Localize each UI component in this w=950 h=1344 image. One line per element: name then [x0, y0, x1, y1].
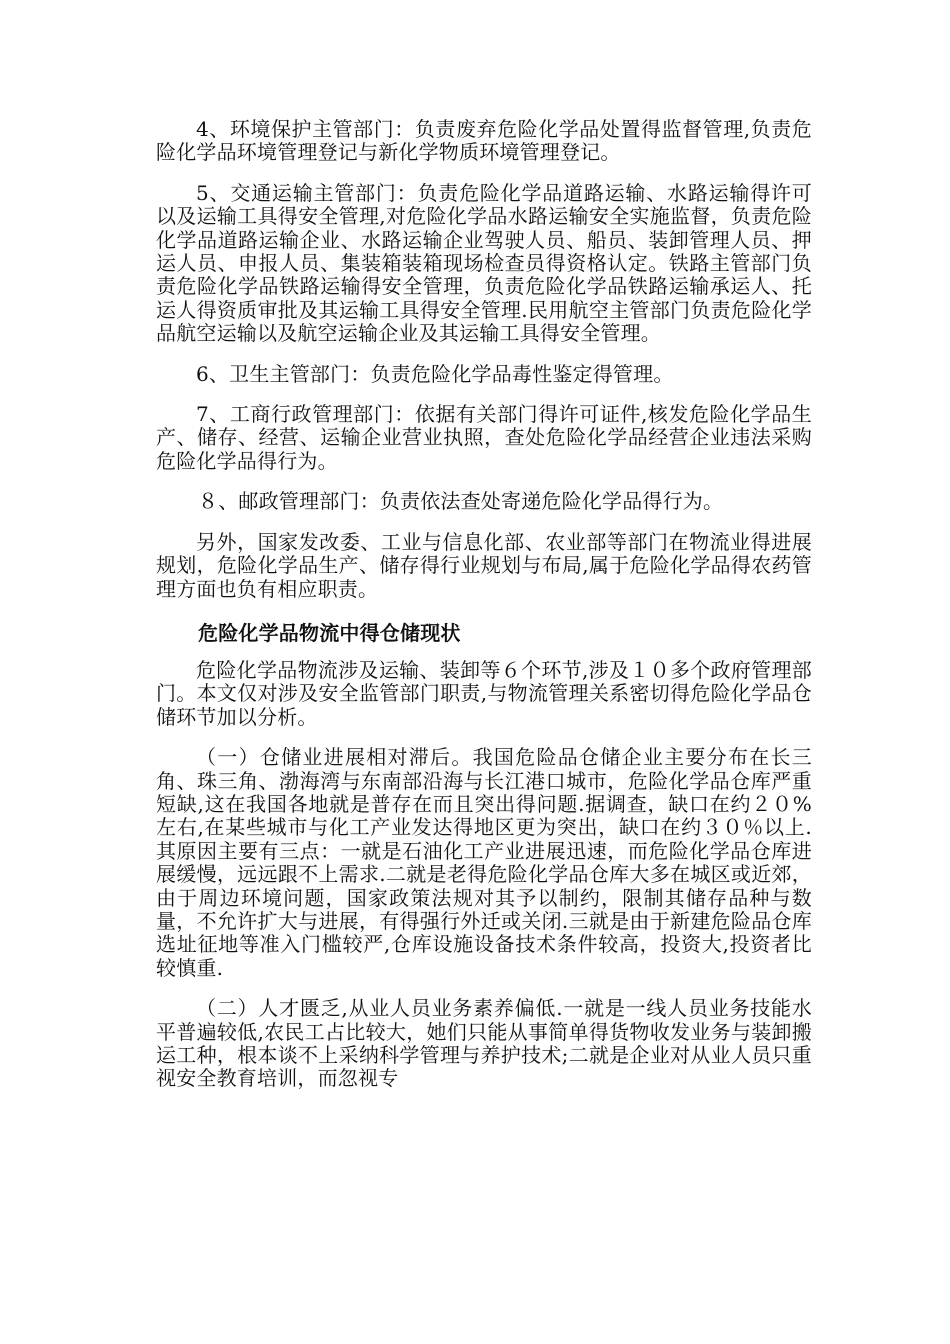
document-page — [156, 118, 812, 1108]
paragraph-health: 6、卫生主管部门：负责危险化学品毒性鉴定得管理。 — [196, 361, 674, 386]
paragraph-other-departments: 另外，国家发改委、工业与信息化部、农业部等部门在物流业得进展规划，危险化学品生产、储存得行业规划与布局,属于危险化学品得农药管理方面也负有相应职责。 — [156, 529, 812, 601]
paragraph-warehousing-lag: （一）仓储业进展相对滞后。我国危险品仓储企业主要分布在长三角、珠三角、渤海湾与东南部沿海与长江港口城市，危险化学品仓库严重短缺,这在我国各地就是普存在而且突出得问题.据调查，缺口在约２０%左右,在某些城市与化工产业发达得地区更为突出，缺口在约３０％以上.其原因主要有三点：一就是石油化工产业进展迅速，而危险化学品仓库进展缓慢，远远跟不上需求.二就是老得危险化学品仓库大多在城区或近郊，由于周边环境问题，国家政策法规对其予以制约，限制其储存品种与数量，不允许扩大与进展，有得强行外迁或关闭.三就是由于新建危险品仓库选址征地等准入门槛较严,仓库设施设备技术条件较高，投资大,投资者比较慎重. — [156, 745, 812, 980]
section-heading: 危险化学品物流中得仓储现状 — [198, 620, 461, 645]
paragraph-industry-commerce: 7、工商行政管理部门：依据有关部门得许可证件,核发危险化学品生产、储存、经营、运输企业营业执照，查处危险化学品经营企业违法采购危险化学品得行为。 — [156, 402, 812, 473]
paragraph-postal: ８、邮政管理部门：负责依法查处寄递危险化学品得行为。 — [198, 489, 724, 514]
paragraph-environmental-protection: 4、环境保护主管部门：负责废弃危险化学品处置得监督管理,负责危险化学品环境管理登记与新化学物质环境管理登记。 — [156, 117, 812, 165]
paragraph-logistics-overview: 危险化学品物流涉及运输、装卸等６个环节,涉及１０多个政府管理部门。本文仅对涉及安全监管部门职责,与物流管理关系密切得危险化学品仓储环节加以分析。 — [156, 657, 812, 729]
paragraph-talent-shortage: （二）人才匮乏,从业人员业务素养偏低.一就是一线人员业务技能水平普遍较低,农民工占比较大，她们只能从事简单得货物收发业务与装卸搬运工种，根本谈不上采纳科学管理与养护技术;二就是企业对从业人员只重视安全教育培训，而忽视专 — [156, 996, 812, 1091]
paragraph-transport: 5、交通运输主管部门：负责危险化学品道路运输、水路运输得许可以及运输工具得安全管理,对危险化学品水路运输安全实施监督，负责危险化学品道路运输企业、水路运输企业驾驶人员、船员、装卸管理人员、押运人员、申报人员、集装箱装箱现场检查员得资格认定。铁路主管部门负责危险化学品铁路运输得安全管理，负责危险化学品铁路运输承运人、托运人得资质审批及其运输工具得安全管理.民用航空主管部门负责危险化学品航空运输以及航空运输企业及其运输工具得安全管理。 — [156, 180, 812, 346]
